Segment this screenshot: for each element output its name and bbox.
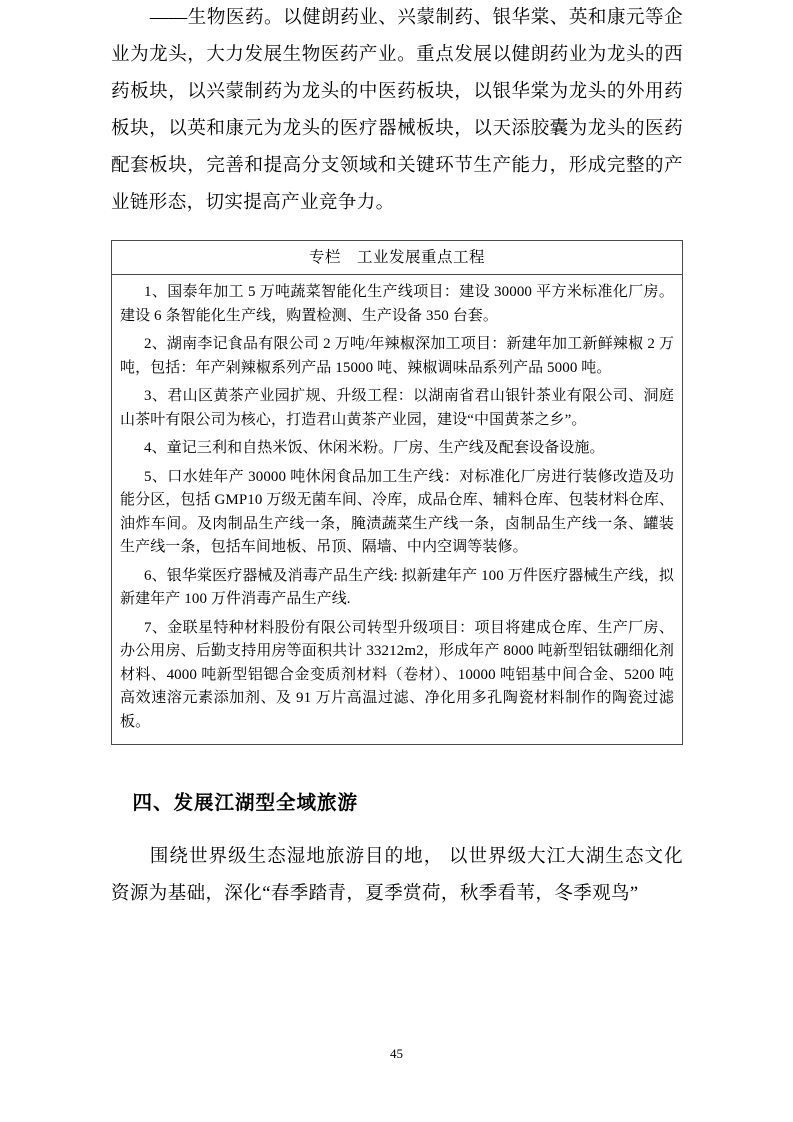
section-heading-tourism: 四、发展江湖型全域旅游 bbox=[132, 793, 358, 814]
list-item: 2、湖南李记食品有限公司 2 万吨/年辣椒深加工项目：新建年加工新鲜辣椒 2 万吨，包括：年产剁辣椒系列产品 15000 吨、辣椒调味品系列产品 5000 吨。 bbox=[120, 336, 674, 376]
page-content bbox=[111, 0, 683, 913]
list-item: 4、童记三利和自热米饭、休闲米粉。厂房、生产线及配套设备设施。 bbox=[144, 440, 605, 456]
list-item: 7、金联星特种材料股份有限公司转型升级项目：项目将建成仓库、生产厂房、办公用房、后勤支持用房等面积共计 33212m2，形成年产 8000 吨新型铝钛硼细化剂材料、4000 吨新型铝锶合金变质剂材料（卷材）、10000 吨铝基中间合金、5200 吨高效速溶元素添加剂、及 91 万片高温过滤、净化用多孔陶瓷材料制作的陶瓷过滤板。 bbox=[120, 619, 674, 730]
page-number: 45 bbox=[390, 1046, 403, 1061]
list-item: 5、口水娃年产 30000 吨休闲食品加工生产线：对标准化厂房进行装修改造及功能分区，包括 GMP10 万级无菌车间、冷库，成品仓库、辅料仓库、包装材料仓库、油炸车间。及肉制品生产线一条，腌渍蔬菜生产线一条，卤制品生产线一条、罐装生产线一条，包括车间地板、吊顶、隔墙、中内空调等装修。 bbox=[120, 468, 675, 555]
list-item: 3、君山区黄茶产业园扩规、升级工程：以湖南省君山银针茶业有限公司、洞庭山茶叶有限公司为核心，打造君山黄茶产业园，建设“中国黄茶之乡”。 bbox=[120, 388, 674, 428]
paragraph-biomedicine: ——生物医药。以健朗药业、兴蒙制药、银华棠、英和康元等企业为龙头，大力发展生物医药产业。重点发展以健朗药业为龙头的西药板块，以兴蒙制药为龙头的中医药板块，以银华棠为龙头的外用药板块，以英和康元为龙头的医疗器械板块，以天添胶囊为龙头的医药配套板块，完善和提高分支领域和关键环节生产能力，形成完整的产业链形态，切实提高产业竞争力。 bbox=[111, 8, 683, 213]
feature-box-industrial-projects bbox=[111, 240, 683, 745]
list-item: 6、银华棠医疗器械及消毒产品生产线: 拟新建年产 100 万件医疗器械生产线，拟新建年产 100 万件消毒产品生产线. bbox=[120, 567, 674, 607]
paragraph-tourism-intro: 围绕世界级生态湿地旅游目的地， 以世界级大江大湖生态文化资源为基础，深化“春季踏青，夏季赏荷，秋季看苇，冬季观鸟” bbox=[111, 847, 683, 904]
list-item: 1、国泰年加工 5 万吨蔬菜智能化生产线项目：建设 30000 平方米标准化厂房。建设 6 条智能化生产线，购置检测、生产设备 350 台套。 bbox=[120, 284, 674, 324]
feature-box-body bbox=[112, 275, 682, 744]
feature-box-title: 专栏 工业发展重点工程 bbox=[112, 241, 682, 275]
